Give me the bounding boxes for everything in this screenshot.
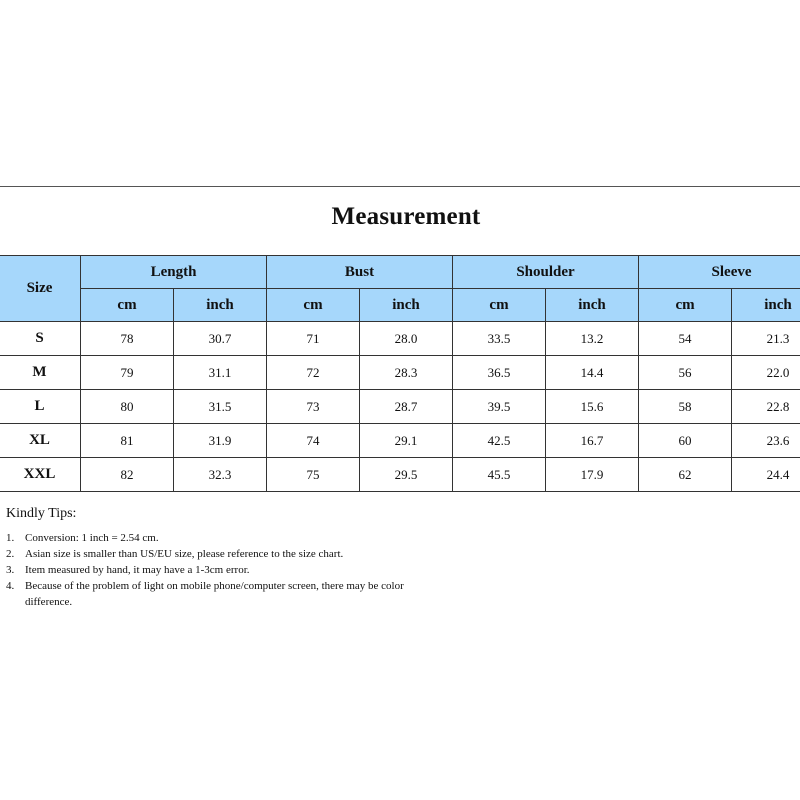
unit-header: inch	[360, 289, 453, 322]
group-header-length: Length	[81, 256, 267, 289]
table-cell: 21.3	[732, 322, 800, 356]
table-cell: 23.6	[732, 424, 800, 458]
table-cell: 45.5	[453, 458, 546, 492]
table-cell: 14.4	[546, 356, 639, 390]
table-cell: 71	[267, 322, 360, 356]
table-cell: 17.9	[546, 458, 639, 492]
group-header-sleeve: Sleeve	[639, 256, 800, 289]
unit-header: inch	[732, 289, 800, 322]
table-cell: 78	[81, 322, 174, 356]
unit-header: cm	[81, 289, 174, 322]
list-item	[6, 546, 446, 562]
list-item	[6, 578, 446, 610]
size-cell: S	[0, 322, 81, 356]
header-row-units	[0, 289, 800, 322]
table-cell: 58	[639, 390, 732, 424]
table-row	[0, 424, 800, 458]
unit-header: cm	[453, 289, 546, 322]
tips-list	[6, 530, 446, 610]
unit-header: cm	[639, 289, 732, 322]
table-cell: 30.7	[174, 322, 267, 356]
group-header-bust: Bust	[267, 256, 453, 289]
size-cell: L	[0, 390, 81, 424]
table-cell: 75	[267, 458, 360, 492]
table-cell: 60	[639, 424, 732, 458]
table-cell: 81	[81, 424, 174, 458]
table-cell: 16.7	[546, 424, 639, 458]
tip-text: Conversion: 1 inch = 2.54 cm.	[25, 532, 159, 544]
table-cell: 33.5	[453, 322, 546, 356]
unit-header: inch	[546, 289, 639, 322]
size-chart-table	[0, 255, 800, 492]
table-cell: 28.0	[360, 322, 453, 356]
table-row	[0, 458, 800, 492]
list-item	[6, 562, 446, 578]
header-row-groups	[0, 256, 800, 289]
table-cell: 28.7	[360, 390, 453, 424]
tip-number: 4.	[6, 580, 15, 592]
table-cell: 31.9	[174, 424, 267, 458]
unit-header: cm	[267, 289, 360, 322]
table-cell: 32.3	[174, 458, 267, 492]
unit-header: inch	[174, 289, 267, 322]
table-cell: 36.5	[453, 356, 546, 390]
size-header: Size	[0, 256, 81, 322]
table-cell: 62	[639, 458, 732, 492]
table-cell: 39.5	[453, 390, 546, 424]
table-row	[0, 322, 800, 356]
table-row	[0, 390, 800, 424]
table-cell: 29.5	[360, 458, 453, 492]
page-title: Measurement	[331, 203, 481, 230]
table-cell: 80	[81, 390, 174, 424]
table-cell: 28.3	[360, 356, 453, 390]
tip-text: Because of the problem of light on mobile phone/computer screen, there may be color difference.	[25, 580, 404, 608]
size-cell: XXL	[0, 458, 81, 492]
table-cell: 54	[639, 322, 732, 356]
top-divider	[0, 186, 800, 187]
table-cell: 31.5	[174, 390, 267, 424]
tips-heading: Kindly Tips:	[6, 506, 77, 521]
table-cell: 42.5	[453, 424, 546, 458]
tip-text: Asian size is smaller than US/EU size, please reference to the size chart.	[25, 548, 344, 560]
table-cell: 31.1	[174, 356, 267, 390]
tip-number: 2.	[6, 548, 15, 560]
table-cell: 72	[267, 356, 360, 390]
size-cell: XL	[0, 424, 81, 458]
table-cell: 74	[267, 424, 360, 458]
table-cell: 79	[81, 356, 174, 390]
list-item	[6, 530, 446, 546]
tip-number: 3.	[6, 564, 15, 576]
table-cell: 22.8	[732, 390, 800, 424]
size-cell: M	[0, 356, 81, 390]
table-row	[0, 356, 800, 390]
table-cell: 22.0	[732, 356, 800, 390]
table-cell: 15.6	[546, 390, 639, 424]
table-cell: 29.1	[360, 424, 453, 458]
group-header-shoulder: Shoulder	[453, 256, 639, 289]
table-cell: 24.4	[732, 458, 800, 492]
table-cell: 82	[81, 458, 174, 492]
table-cell: 73	[267, 390, 360, 424]
table-cell: 13.2	[546, 322, 639, 356]
table-cell: 56	[639, 356, 732, 390]
tip-number: 1.	[6, 532, 15, 544]
tip-text: Item measured by hand, it may have a 1-3cm error.	[25, 564, 250, 576]
